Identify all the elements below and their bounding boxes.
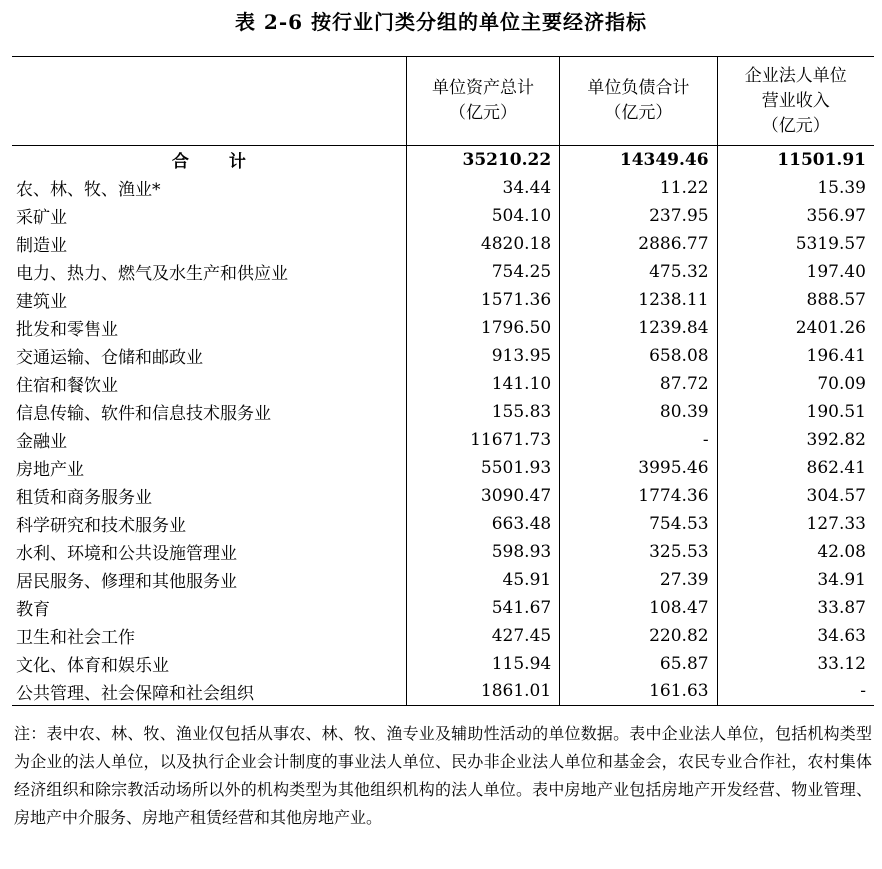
row-industry: 住宿和餐饮业 [16,376,118,396]
row-industry: 房地产业 [16,460,84,480]
table-row [12,482,874,510]
row-liabilities: 87.72 [560,370,717,398]
row-revenue: - [717,678,874,706]
header-revenue-line3: （亿元） [761,115,830,136]
table-row [12,398,874,426]
row-liabilities: 1774.36 [560,482,717,510]
row-liabilities: 2886.77 [560,230,717,258]
table-row [12,566,874,594]
row-revenue: 34.63 [717,622,874,650]
row-liabilities: 1239.84 [560,314,717,342]
row-liabilities: 754.53 [560,510,717,538]
row-liabilities: 80.39 [560,398,717,426]
row-revenue: 70.09 [717,370,874,398]
row-revenue: 2401.26 [717,314,874,342]
table-note: 注：表中农、林、牧、渔业仅包括从事农、林、牧、渔专业及辅助性活动的单位数据。表中企业法人单位，包括机构类型为企业的法人单位，以及执行企业会计制度的事业法人单位、民办非企业法人单位和基金会，农民专业合作社，农村集体经济组织和除宗教活动场所以外的机构类型为其他组织机构的法人单位。表中房地产业包括房地产开发经营、物业管理、房地产中介服务、房地产租赁经营和其他房地产业。 [14,724,872,827]
table-header [12,57,874,146]
table-body [12,146,874,706]
row-revenue: 34.91 [717,566,874,594]
row-liabilities: 27.39 [560,566,717,594]
row-liabilities: 658.08 [560,342,717,370]
header-industry [12,57,406,146]
row-liabilities: - [560,426,717,454]
row-assets: 155.83 [406,398,559,426]
table-row [12,230,874,258]
header-assets-line2: （亿元） [448,103,517,123]
row-assets: 3090.47 [406,482,559,510]
header-row [12,57,874,146]
table-row [12,202,874,230]
row-assets: 913.95 [406,342,559,370]
row-assets: 541.67 [406,594,559,622]
header-liabilities [560,57,717,146]
header-liabilities-line1: 单位负债合计 [587,78,690,98]
row-industry: 卫生和社会工作 [16,628,135,648]
row-revenue: 197.40 [717,258,874,286]
header-revenue-line2: 营业收入 [761,90,830,111]
row-revenue: 42.08 [717,538,874,566]
table-row [12,594,874,622]
row-liabilities: 237.95 [560,202,717,230]
table-row [12,678,874,706]
total-liabilities: 14349.46 [560,146,717,174]
row-liabilities: 220.82 [560,622,717,650]
row-revenue: 304.57 [717,482,874,510]
row-liabilities: 108.47 [560,594,717,622]
row-liabilities: 65.87 [560,650,717,678]
row-assets: 504.10 [406,202,559,230]
table-row [12,426,874,454]
industry-indicators-table [12,56,874,706]
total-revenue: 11501.91 [717,146,874,174]
table-row [12,538,874,566]
row-industry: 采矿业 [16,208,67,228]
row-assets: 754.25 [406,258,559,286]
row-assets: 141.10 [406,370,559,398]
row-liabilities: 3995.46 [560,454,717,482]
table-row [12,650,874,678]
row-industry: 信息传输、软件和信息技术服务业 [16,404,271,424]
row-revenue: 15.39 [717,174,874,202]
table-row [12,510,874,538]
row-assets: 1796.50 [406,314,559,342]
row-industry: 农、林、牧、渔业* [16,180,161,200]
row-industry: 水利、环境和公共设施管理业 [16,544,237,564]
row-industry: 科学研究和技术服务业 [16,516,186,536]
total-row [12,146,874,174]
row-assets: 45.91 [406,566,559,594]
row-revenue: 33.87 [717,594,874,622]
header-liabilities-line2: （亿元） [604,103,673,123]
table-row [12,342,874,370]
row-liabilities: 1238.11 [560,286,717,314]
row-revenue: 127.33 [717,510,874,538]
table-row [12,174,874,202]
row-liabilities: 11.22 [560,174,717,202]
row-assets: 1571.36 [406,286,559,314]
row-liabilities: 161.63 [560,678,717,706]
row-revenue: 888.57 [717,286,874,314]
row-industry: 交通运输、仓储和邮政业 [16,348,203,368]
row-industry: 文化、体育和娱乐业 [16,656,169,676]
row-industry: 金融业 [16,432,67,452]
table-row [12,314,874,342]
row-assets: 663.48 [406,510,559,538]
table-row [12,286,874,314]
row-assets: 598.93 [406,538,559,566]
row-assets: 5501.93 [406,454,559,482]
row-liabilities: 325.53 [560,538,717,566]
total-label: 合计 [171,152,286,173]
row-revenue: 356.97 [717,202,874,230]
row-assets: 115.94 [406,650,559,678]
row-revenue: 196.41 [717,342,874,370]
row-industry: 批发和零售业 [16,320,118,340]
header-assets-line1: 单位资产总计 [431,78,534,98]
row-industry: 制造业 [16,236,67,256]
row-industry: 居民服务、修理和其他服务业 [16,572,237,592]
row-revenue: 5319.57 [717,230,874,258]
total-assets: 35210.22 [406,146,559,174]
row-liabilities: 475.32 [560,258,717,286]
header-revenue-line1: 企业法人单位 [744,65,847,86]
row-assets: 34.44 [406,174,559,202]
table-row [12,258,874,286]
row-industry: 教育 [16,600,50,620]
row-revenue: 190.51 [717,398,874,426]
row-assets: 1861.01 [406,678,559,706]
row-assets: 427.45 [406,622,559,650]
table-row [12,622,874,650]
table-title: 表 2-6 按行业门类分组的单位主要经济指标 [234,10,648,34]
row-industry: 租赁和商务服务业 [16,488,152,508]
row-assets: 4820.18 [406,230,559,258]
row-industry: 公共管理、社会保障和社会组织 [12,678,406,706]
row-industry: 建筑业 [16,292,67,312]
row-assets: 11671.73 [406,426,559,454]
table-row [12,370,874,398]
row-revenue: 33.12 [717,650,874,678]
row-revenue: 392.82 [717,426,874,454]
row-industry: 电力、热力、燃气及水生产和供应业 [16,264,288,284]
header-assets [406,57,559,146]
header-revenue [717,57,874,146]
row-revenue: 862.41 [717,454,874,482]
table-row [12,454,874,482]
